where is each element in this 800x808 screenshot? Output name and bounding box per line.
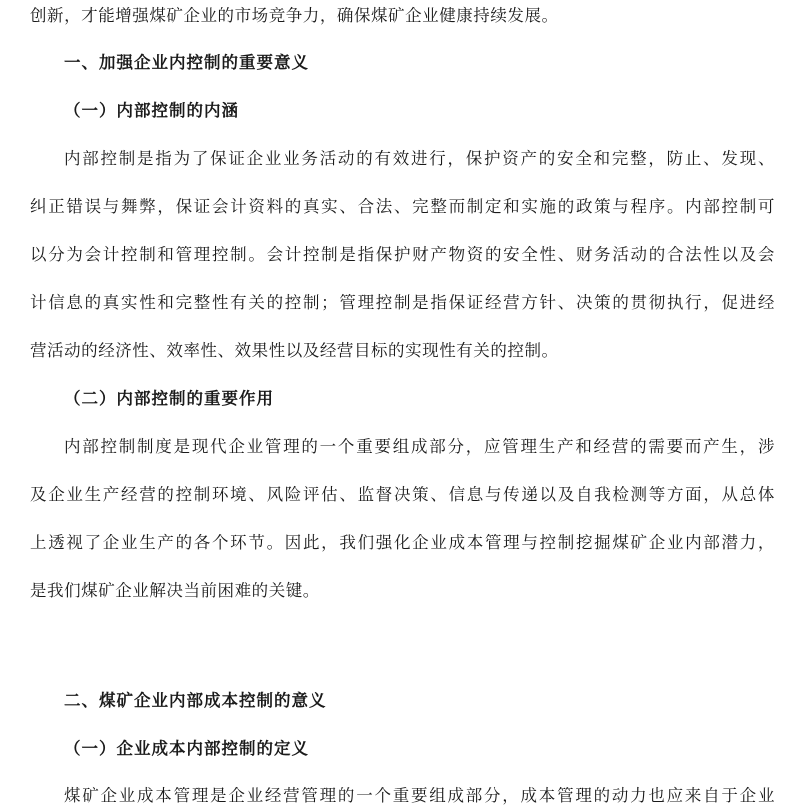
paragraph-line: 煤矿企业成本管理是企业经营管理的一个重要组成部分，成本管理的动力也应来自于企业 xyxy=(64,786,775,805)
paragraph-line: 内部控制制度是现代企业管理的一个重要组成部分，应管理生产和经营的需要而产生，涉 xyxy=(64,437,775,456)
subsection-heading-1-2: （二）内部控制的重要作用 xyxy=(64,389,274,408)
paragraph-line: 纠正错误与舞弊，保证会计资料的真实、合法、完整而制定和实施的政策与程序。内部控制可 xyxy=(30,197,775,216)
section-heading-2: 二、煤矿企业内部成本控制的意义 xyxy=(64,691,327,710)
subsection-heading-2-1: （一）企业成本内部控制的定义 xyxy=(64,739,309,758)
paragraph-line: 是我们煤矿企业解决当前困难的关键。 xyxy=(30,581,320,600)
paragraph-line: 创新，才能增强煤矿企业的市场竞争力，确保煤矿企业健康持续发展。 xyxy=(30,6,559,25)
paragraph-line: 内部控制是指为了保证企业业务活动的有效进行，保护资产的安全和完整，防止、发现、 xyxy=(64,149,775,168)
paragraph-line: 营活动的经济性、效率性、效果性以及经营目标的实现性有关的控制。 xyxy=(30,341,559,360)
paragraph-line: 计信息的真实性和完整性有关的控制；管理控制是指保证经营方针、决策的贯彻执行，促进经 xyxy=(30,293,775,312)
section-heading-1: 一、加强企业内控制的重要意义 xyxy=(64,53,309,72)
paragraph-line: 上透视了企业生产的各个环节。因此，我们强化企业成本管理与控制挖掘煤矿企业内部潜力， xyxy=(30,533,775,552)
paragraph-line: 及企业生产经营的控制环境、风险评估、监督决策、信息与传递以及自我检测等方面，从总体 xyxy=(30,485,775,504)
paragraph-line: 以分为会计控制和管理控制。会计控制是指保护财产物资的安全性、财务活动的合法性以及会 xyxy=(30,245,775,264)
subsection-heading-1-1: （一）内部控制的内涵 xyxy=(64,101,239,120)
